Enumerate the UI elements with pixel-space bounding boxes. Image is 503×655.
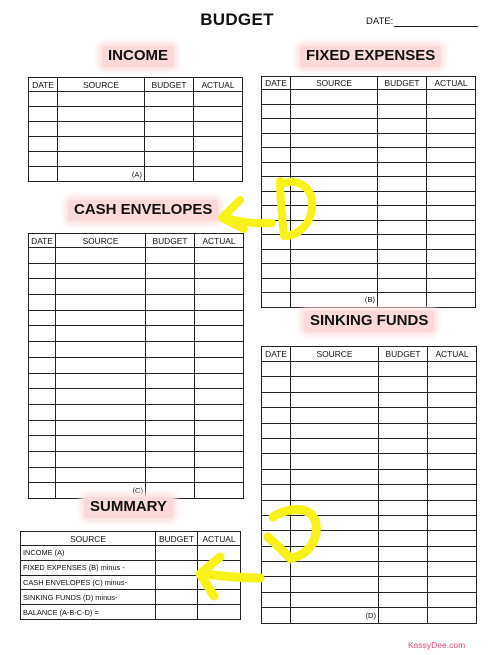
table-row[interactable]: [262, 546, 477, 561]
table-row[interactable]: [262, 235, 476, 250]
table-row[interactable]: [262, 264, 476, 279]
table-row[interactable]: [262, 515, 477, 530]
table-row[interactable]: [262, 148, 476, 163]
source-column-header: SOURCE: [21, 532, 156, 546]
summary-row-sinking-funds[interactable]: [21, 590, 241, 605]
table-row[interactable]: [29, 451, 244, 467]
table-row[interactable]: [29, 263, 244, 279]
table-row[interactable]: [262, 500, 477, 515]
summary-row-label: INCOME (A): [21, 546, 156, 561]
actual-column-header: ACTUAL: [195, 234, 244, 248]
cash-envelopes-table: [28, 233, 244, 499]
table-row[interactable]: [29, 152, 243, 167]
table-row[interactable]: [29, 167, 243, 182]
summary-row-income[interactable]: [21, 546, 241, 561]
income-total-marker: (A): [131, 169, 142, 179]
brand-watermark: KassyDee.com: [408, 640, 466, 650]
income-heading: INCOME: [102, 46, 174, 67]
sinking-funds-heading: SINKING FUNDS: [304, 311, 434, 332]
table-row[interactable]: [262, 485, 477, 500]
actual-column-header: ACTUAL: [428, 347, 477, 362]
cash-envelopes-total-marker: (C): [132, 486, 143, 496]
fixed-expenses-table: [261, 76, 476, 308]
table-row[interactable]: [262, 220, 476, 235]
table-row[interactable]: [262, 177, 476, 192]
table-row[interactable]: [29, 404, 244, 420]
date-field[interactable]: [366, 16, 478, 27]
table-row[interactable]: [29, 357, 244, 373]
table-row[interactable]: [29, 467, 244, 483]
income-header-row: [29, 78, 243, 92]
table-row[interactable]: [262, 408, 477, 423]
budget-column-header: BUDGET: [156, 532, 198, 546]
table-row[interactable]: [29, 310, 244, 326]
date-column-header: DATE: [29, 234, 56, 248]
table-row[interactable]: [262, 293, 476, 308]
summary-row-label: BALANCE (A-B-C-D) =: [21, 605, 156, 620]
budget-column-header: BUDGET: [146, 234, 195, 248]
summary-row-cash-envelopes[interactable]: [21, 575, 241, 590]
summary-row-balance[interactable]: [21, 605, 241, 620]
table-row[interactable]: [262, 90, 476, 105]
table-row[interactable]: [29, 389, 244, 405]
summary-row-fixed-expenses[interactable]: [21, 560, 241, 575]
table-row[interactable]: [262, 438, 477, 453]
sinking-funds-header-row: [262, 347, 477, 362]
summary-header-row: [21, 532, 241, 546]
summary-row-label: SINKING FUNDS (D) minus-: [21, 590, 156, 605]
table-row[interactable]: [262, 104, 476, 119]
table-row[interactable]: [262, 278, 476, 293]
arrow-head-top: [222, 200, 244, 229]
table-row[interactable]: [29, 92, 243, 107]
cash-envelopes-heading: CASH ENVELOPES: [68, 200, 218, 221]
table-row[interactable]: [262, 377, 477, 392]
table-row[interactable]: [262, 119, 476, 134]
budget-column-header: BUDGET: [378, 77, 427, 90]
table-row[interactable]: [262, 454, 477, 469]
table-row[interactable]: [262, 531, 477, 546]
income-table: [28, 77, 243, 182]
table-row[interactable]: [29, 436, 244, 452]
table-row[interactable]: [262, 362, 477, 377]
date-column-header: DATE: [262, 347, 291, 362]
table-row[interactable]: [29, 122, 243, 137]
source-column-header: SOURCE: [56, 234, 146, 248]
actual-column-header: ACTUAL: [427, 77, 476, 90]
table-row[interactable]: [262, 162, 476, 177]
summary-row-label: FIXED EXPENSES (B) minus -: [21, 560, 156, 575]
table-row[interactable]: [262, 392, 477, 407]
sinking-funds-total-marker: (D): [365, 610, 376, 620]
fixed-expenses-total-marker: (B): [364, 295, 375, 305]
budget-column-header: BUDGET: [145, 78, 194, 92]
table-row[interactable]: [262, 423, 477, 438]
table-row[interactable]: [262, 608, 477, 623]
table-row[interactable]: [262, 592, 477, 607]
date-label: DATE:: [366, 16, 394, 27]
date-column-header: DATE: [29, 78, 58, 92]
fixed-expenses-header-row: [262, 77, 476, 90]
table-row[interactable]: [29, 107, 243, 122]
table-row[interactable]: [262, 191, 476, 206]
table-row[interactable]: [262, 469, 477, 484]
table-row[interactable]: [262, 562, 477, 577]
table-row[interactable]: [29, 137, 243, 152]
summary-heading: SUMMARY: [84, 497, 173, 518]
table-row[interactable]: [29, 373, 244, 389]
date-input-line[interactable]: [394, 17, 478, 27]
table-row[interactable]: [29, 248, 244, 264]
table-row[interactable]: [29, 420, 244, 436]
page-title: BUDGET: [200, 10, 274, 29]
table-row[interactable]: [262, 577, 477, 592]
source-column-header: SOURCE: [291, 347, 379, 362]
summary-table: [20, 531, 241, 620]
cash-envelopes-header-row: [29, 234, 244, 248]
actual-column-header: ACTUAL: [198, 532, 241, 546]
date-column-header: DATE: [262, 77, 291, 90]
fixed-expenses-heading: FIXED EXPENSES: [300, 46, 441, 67]
table-row[interactable]: [29, 326, 244, 342]
summary-row-label: CASH ENVELOPES (C) minus-: [21, 575, 156, 590]
sinking-funds-table: [261, 346, 477, 624]
actual-column-header: ACTUAL: [194, 78, 243, 92]
table-row[interactable]: [262, 133, 476, 148]
table-row[interactable]: [262, 206, 476, 221]
table-row[interactable]: [29, 295, 244, 311]
table-row[interactable]: [262, 249, 476, 264]
budget-column-header: BUDGET: [379, 347, 428, 362]
source-column-header: SOURCE: [58, 78, 145, 92]
table-row[interactable]: [29, 342, 244, 358]
source-column-header: SOURCE: [291, 77, 378, 90]
table-row[interactable]: [29, 279, 244, 295]
